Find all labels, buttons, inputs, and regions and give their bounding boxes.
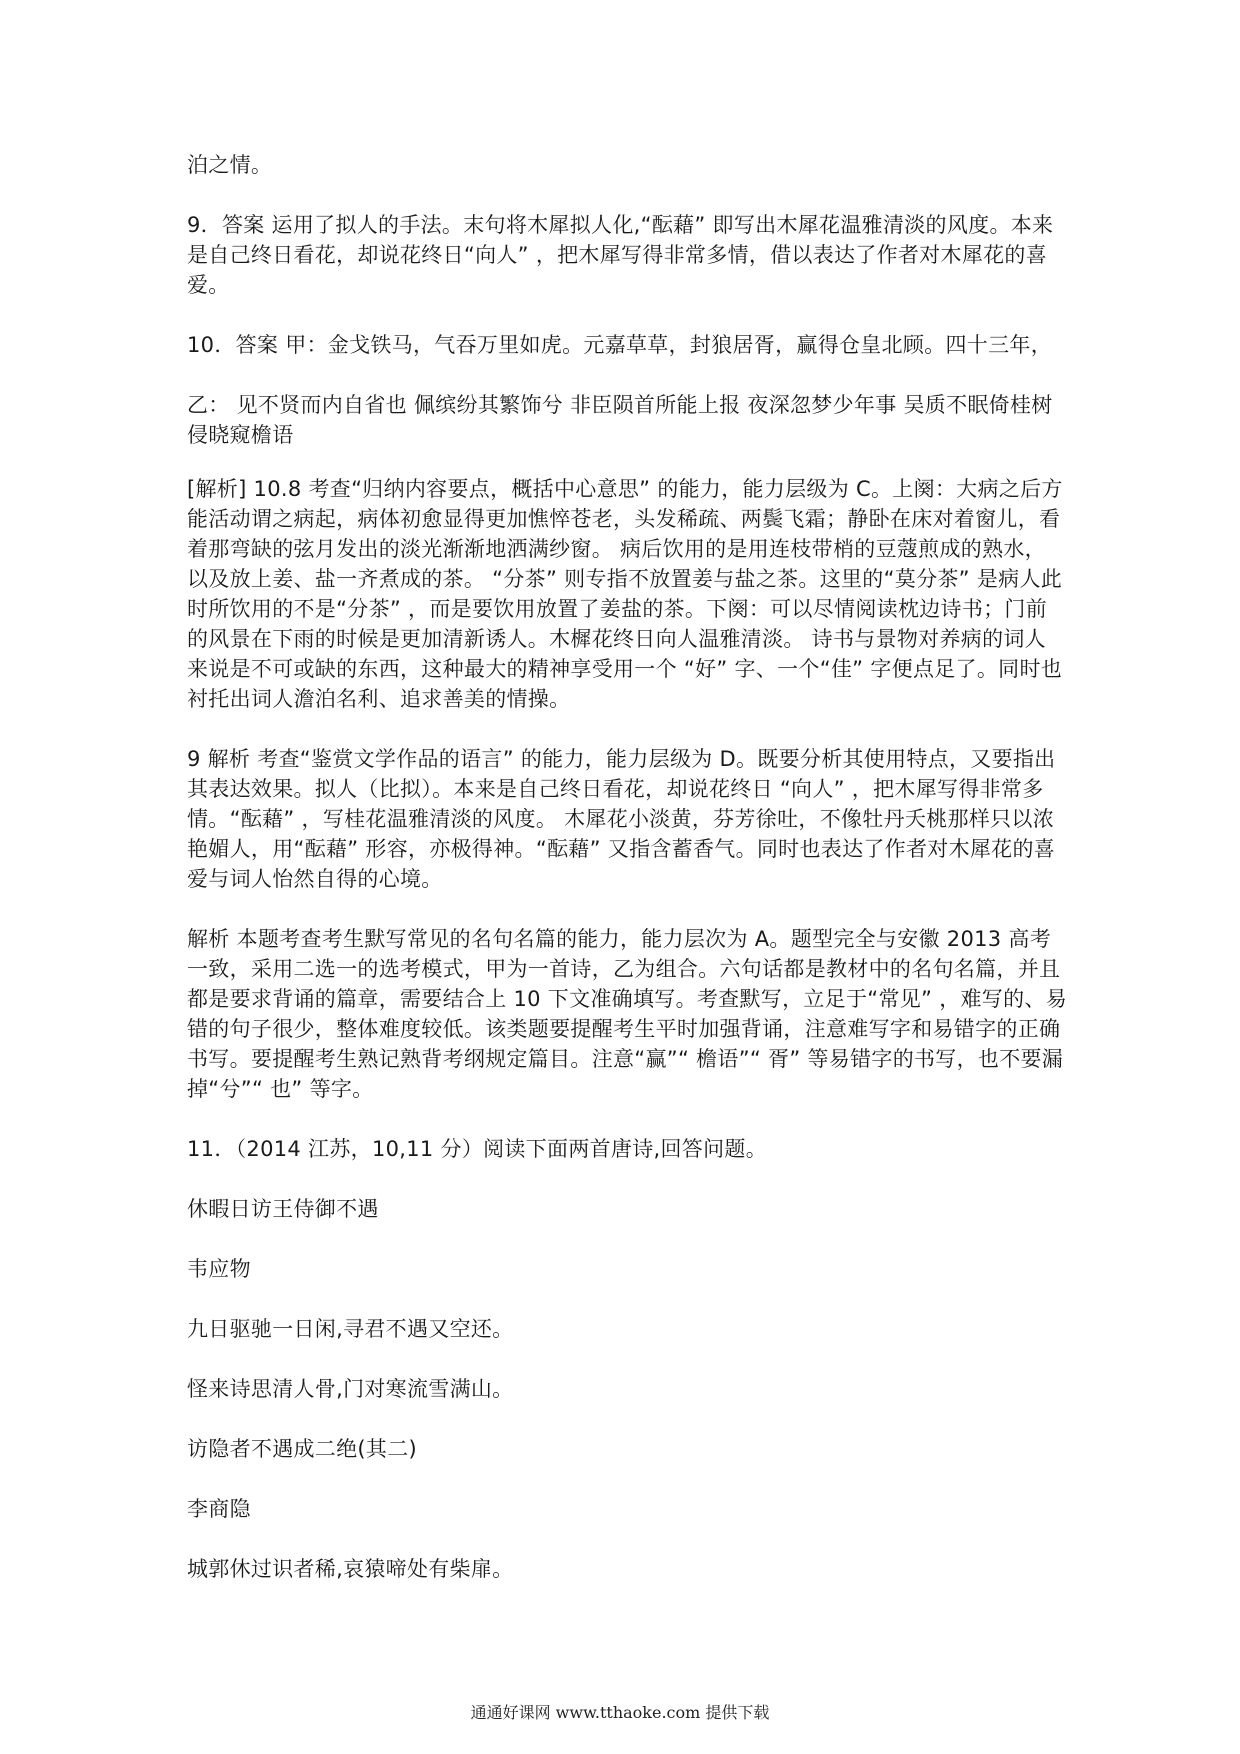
poem-line: 九日驱驰一日闲,寻君不遇又空还。 (187, 1317, 514, 1341)
paragraph: 解析 本题考查考生默写常见的名句名篇的能力，能力层次为 A。题型完全与安徽 2013 高考一致，采用二选一的选考模式，甲为一首诗，乙为组合。六句话都是教材中的名句名篇，并且都是要求背诵的篇章，需要结合上 10 下文准确填写。考查默写，立足于“常见” ，难写的、易错的句子很少，整体难度较低。该类题要提醒考生平时加强背诵，注意难写字和易错字的正确书写。要提醒考生熟记熟背考纲规定篇目。注意“赢”“ 檐语”“ 胥” 等易错字的书写，也不要漏掉“兮”“ 也” 等字。 (187, 927, 1068, 1101)
document-body (187, 150, 1067, 1614)
question-heading: 11．（2014 江苏，10,11 分）阅读下面两首唐诗,回答问题。 (187, 1137, 768, 1161)
poem-author: 韦应物 (187, 1257, 251, 1281)
poem-title: 访隐者不遇成二绝(其二) (187, 1437, 417, 1461)
paragraph: 9．答案 运用了拟人的手法。末句将木犀拟人化,“酝藉” 即写出木犀花温雅清淡的风度。本来是自己终日看花，却说花终日“向人” ，把木犀写得非常多情，借以表达了作者对木犀花的喜爱。 (187, 213, 1054, 297)
paragraph: [解析] 10.8 考查“归纳内容要点，概括中心意思” 的能力，能力层级为 C。上阕：大病之后方能活动谓之病起，病体初愈显得更加憔悴苍老，头发稀疏、两鬓飞霜；静卧在床对着窗儿，看着那弯缺的弦月发出的淡光渐渐地洒满纱窗。 病后饮用的是用连枝带梢的豆蔻煎成的熟水，以及放上姜、盐一齐煮成的茶。 “分茶” 则专指不放置姜与盐之茶。这里的“莫分茶” 是病人此时所饮用的不是“分茶” ，而是要饮用放置了姜盐的茶。下阕：可以尽情阅读枕边诗书；门前的风景在下雨的时候是更加清新诱人。木樨花终日向人温雅清淡。 诗书与景物对养病的词人来说是不可或缺的东西，这种最大的精神享受用一个 “好” 字、一个“佳” 字便点足了。同时也衬托出词人澹泊名利、追求善美的情操。 (187, 477, 1063, 711)
poem-title: 休暇日访王侍御不遇 (187, 1197, 379, 1221)
paragraph: 10．答案 甲：金戈铁马，气吞万里如虎。元嘉草草，封狼居胥，赢得仓皇北顾。四十三年， (187, 333, 1052, 357)
paragraph: 乙： 见不贤而内自省也 佩缤纷其繁饰兮 非臣陨首所能上报 夜深忽梦少年事 吴质不眠倚桂树 侵晓窥檐语 (187, 393, 1053, 447)
paragraph: 泊之情。 (187, 153, 273, 177)
poem-line: 怪来诗思清人骨,门对寒流雪满山。 (187, 1377, 514, 1401)
poem-line: 城郭休过识者稀,哀猿啼处有柴扉。 (187, 1557, 514, 1581)
page-footer: 通通好课网 www.tthaoke.com 提供下载 (470, 1703, 770, 1722)
poem-author: 李商隐 (187, 1497, 251, 1521)
paragraph: 9 解析 考查“鉴赏文学作品的语言” 的能力，能力层级为 D。既要分析其使用特点，又要指出其表达效果。拟人（比拟）。本来是自己终日看花，却说花终日 “向人” ，把木犀写得非常多情。“酝藉” ，写桂花温雅清淡的风度。 木犀花小淡黄，芬芳徐吐，不像牡丹夭桃那样只以浓艳媚人，用“酝藉” 形容，亦极得神。“酝藉” 又指含蓄香气。同时也表达了作者对木犀花的喜爱与词人怡然自得的心境。 (187, 747, 1056, 891)
